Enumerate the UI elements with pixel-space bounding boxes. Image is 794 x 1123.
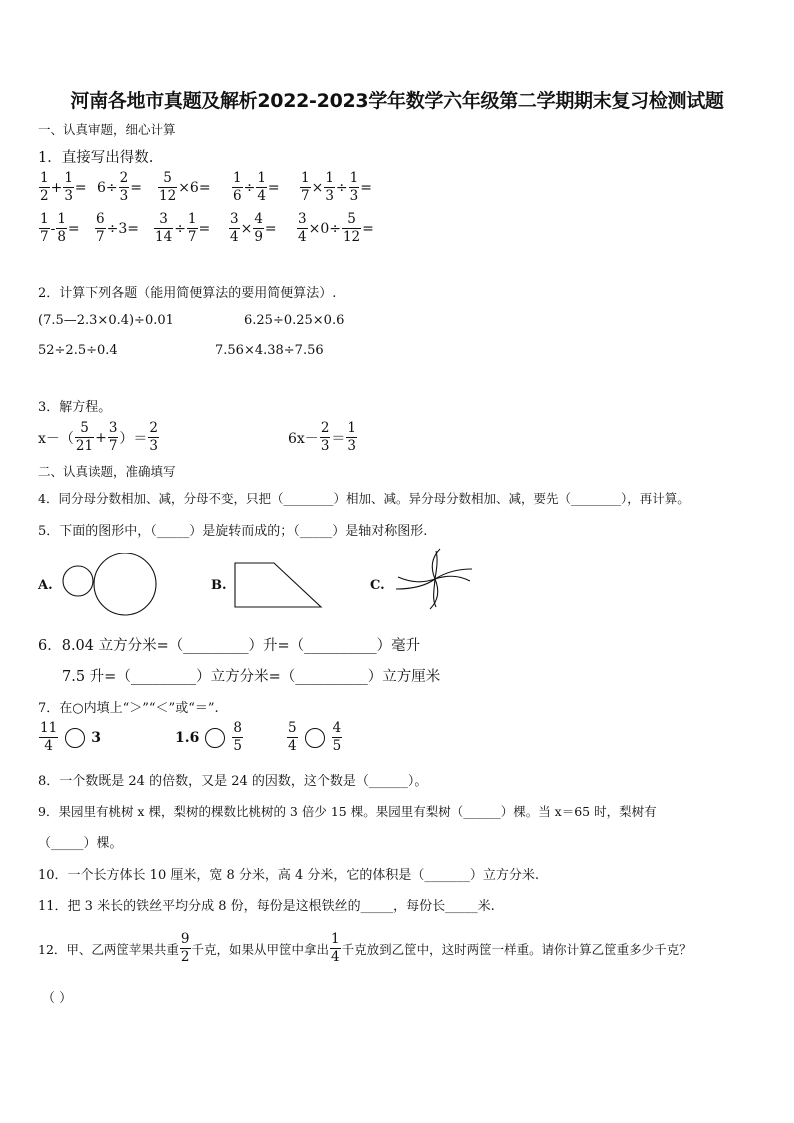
q9-line1: 9．果园里有桃树 x 棵，梨树的棵数比桃树的 3 倍少 15 棵。果园里有梨树（______）棵。当 x＝65 时，梨树有: [38, 804, 657, 819]
q8-text: 8．一个数既是 24 的倍数，又是 24 的因数，这个数是（______）。: [38, 774, 428, 789]
q4-text: 4．同分母分数相加、减，分母不变，只把（________）相加、减。异分母分数相加、减，要先（________），再计算。: [38, 491, 690, 506]
q11-text: 11．把 3 米长的铁丝平均分成 8 份，每份是这根铁丝的_____，每份长_____米.: [38, 899, 495, 914]
q5-figure-a-circles: [58, 553, 168, 619]
q6-line2: 7.5 升=（_________）立方分米=（__________）立方厘米: [62, 669, 441, 685]
q1-row2-item3: $\frac{3}{14}$ ÷ $\frac{1}{7}$ =: [155, 211, 211, 245]
q5-text: 5．下面的图形中，（_____）是旋转而成的；（_____）是轴对称图形.: [38, 524, 428, 539]
q1-row2-item4: $\frac{3}{4}$ × $\frac{4}{9}$ =: [230, 211, 277, 245]
q7-label: 7．在○内填上“＞”“＜”或“＝”.: [38, 701, 219, 716]
q7-compare-3: $\frac{5}{4}$ $\frac{4}{5}$: [288, 720, 342, 754]
q12-answer-blank: （ ）: [42, 991, 73, 1006]
q5-option-b: B.: [211, 578, 227, 593]
q2-expr2: 6.25÷0.25×0.6: [244, 313, 345, 328]
q10-text: 10．一个长方体长 10 厘米，宽 8 分米，高 4 分米，它的体积是（_______）立方分米.: [38, 868, 540, 883]
q1-row1-item2: 6÷ $\frac{2}{3}$ =: [97, 170, 142, 204]
q1-row1-item1: $\frac{1}{2}$ + $\frac{1}{3}$ =: [40, 170, 87, 204]
q1-row1-item5: $\frac{1}{7}$ × $\frac{1}{3}$ ÷ $\frac{1}{3}$ =: [301, 170, 372, 204]
q5-figure-c-pinwheel: [392, 547, 478, 611]
q12-text: 12．甲、乙两筐苹果共重 $\frac{9}{2}$ 千克，如果从甲筐中拿出 $\frac{1}{4}$ 千克放到乙筐中，这时两筐一样重。请你计算乙筐重多少千克？: [38, 931, 692, 965]
compare-circle[interactable]: [205, 728, 225, 748]
q9-line2: （_____）棵。: [38, 836, 123, 851]
q1-row1-item3: $\frac{5}{12}$ ×6=: [159, 170, 211, 204]
q6-line1: 6．8.04 立方分米=（_________）升=（__________）毫升: [38, 638, 421, 654]
q3-equation-2: 6x－ $\frac{2}{3}$ ＝ $\frac{1}{3}$: [288, 420, 356, 454]
q7-compare-1: $\frac{11}{4}$ 3: [40, 720, 101, 754]
compare-circle[interactable]: [65, 728, 85, 748]
q2-label: 2．计算下列各题（能用简便算法的要用简便算法）.: [38, 286, 337, 301]
q7-compare-2: 1.6 $\frac{8}{5}$: [175, 720, 242, 754]
q3-equation-1: x－（ $\frac{5}{21}$ + $\frac{3}{7}$ ）＝ $\frac{2}{3}$: [38, 420, 159, 454]
q5-figure-b-trapezoid: [232, 560, 326, 612]
q1-row1-item4: $\frac{1}{6}$ ÷ $\frac{1}{4}$ =: [233, 170, 280, 204]
q5-option-a: A.: [38, 578, 53, 593]
q2-expr1: (7.5—2.3×0.4)÷0.01: [38, 313, 174, 328]
q1-row2-item1: $\frac{1}{7}$ - $\frac{1}{8}$ =: [40, 211, 80, 245]
q1-row2-item5: $\frac{3}{4}$ ×0÷ $\frac{5}{12}$ =: [298, 211, 374, 245]
q2-expr3: 52÷2.5÷0.4: [38, 343, 118, 358]
page-title: 河南各地市真题及解析2022-2023学年数学六年级第二学期期末复习检测试题: [70, 90, 724, 112]
q5-option-c: C.: [370, 578, 385, 593]
section-2-heading: 二、认真读题，准确填写: [38, 464, 176, 479]
q1-label: 1．直接写出得数.: [38, 150, 154, 166]
q3-label: 3．解方程。: [38, 400, 112, 415]
compare-circle[interactable]: [305, 728, 325, 748]
section-1-heading: 一、认真审题，细心计算: [38, 122, 176, 137]
q1-row2-item2: $\frac{6}{7}$ ÷3=: [96, 211, 139, 245]
q2-expr4: 7.56×4.38÷7.56: [215, 343, 324, 358]
